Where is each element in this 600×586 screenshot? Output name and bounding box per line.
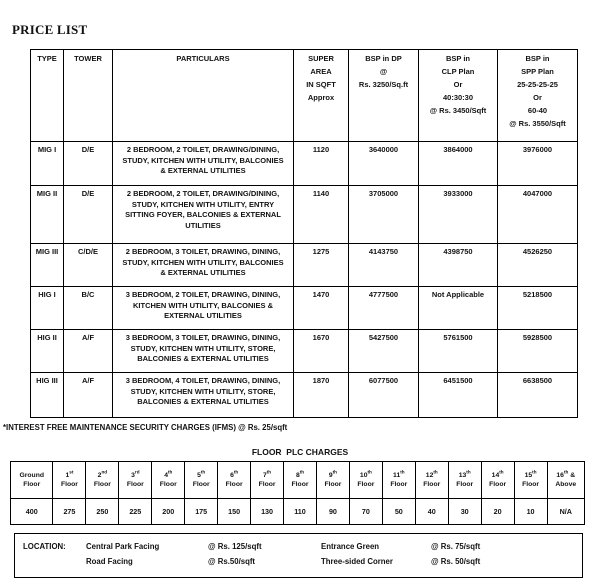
location-name: Entrance Green <box>321 542 380 551</box>
location-price: @ Rs.50/sqft <box>208 557 256 566</box>
floor-header-cell: 7th Floor <box>251 462 284 499</box>
floor-charge-cell: 90 <box>316 499 349 525</box>
col-header-bsp-spp: BSP in SPP Plan 25-25-25-25 Or 60-40 @ Rs. 3550/Sqft <box>498 50 578 142</box>
floor-header-cell: 16th & Above <box>547 462 584 499</box>
price-table-header-row <box>31 50 578 142</box>
location-price: @ Rs. 50/sqft <box>431 557 481 566</box>
location-grid <box>86 539 480 569</box>
cell-bsp-dp: 6077500 <box>349 373 419 418</box>
floor-charge-cell: 40 <box>415 499 448 525</box>
floor-header-cell: 6th Floor <box>218 462 251 499</box>
location-name: Central Park Facing <box>86 542 160 551</box>
floor-plc-title: FLOOR PLC CHARGES <box>251 447 349 457</box>
cell-bsp-dp: 4143750 <box>349 244 419 287</box>
floor-header-cell: 1st Floor <box>53 462 86 499</box>
cell-bsp-spp: 5218500 <box>498 287 578 330</box>
floor-header-cell: 5th Floor <box>185 462 218 499</box>
cell-type: MIG III <box>31 244 64 287</box>
floor-plc-table <box>10 461 585 525</box>
location-price: @ Rs. 125/sqft <box>208 542 262 551</box>
floor-charge-cell: 20 <box>481 499 514 525</box>
price-table-body <box>31 142 578 418</box>
cell-tower: B/C <box>64 287 113 330</box>
floor-charge-cell: 275 <box>53 499 86 525</box>
cell-super-area: 1120 <box>294 142 349 186</box>
price-row <box>31 373 578 418</box>
floor-charge-cell: 30 <box>448 499 481 525</box>
cell-particulars: 3 BEDROOM, 3 TOILET, DRAWING, DINING, STUDY, KITCHEN WITH UTILITY, STORE, BALCONIES & EXTERNAL UTILITIES <box>113 330 294 373</box>
col-header-bsp-dp: BSP in DP @ Rs. 3250/Sq.ft <box>349 50 419 142</box>
price-row <box>31 186 578 244</box>
floor-header-cell: 12th Floor <box>415 462 448 499</box>
floor-charge-cell: 110 <box>284 499 317 525</box>
cell-bsp-spp: 4047000 <box>498 186 578 244</box>
cell-type: MIG II <box>31 186 64 244</box>
location-name: Three-sided Corner <box>321 557 393 566</box>
cell-bsp-clp: 4398750 <box>419 244 498 287</box>
floor-charge-cell: 400 <box>11 499 53 525</box>
cell-tower: D/E <box>64 186 113 244</box>
cell-bsp-spp: 6638500 <box>498 373 578 418</box>
floor-header-cell: 2nd Floor <box>86 462 119 499</box>
ifms-note: *INTEREST FREE MAINTENANCE SECURITY CHARGES (IFMS) @ Rs. 25/sqft <box>3 423 288 432</box>
cell-bsp-spp: 3976000 <box>498 142 578 186</box>
price-row <box>31 142 578 186</box>
floor-header-cell: 15th Floor <box>514 462 547 499</box>
cell-super-area: 1140 <box>294 186 349 244</box>
location-label: LOCATION: <box>23 542 66 551</box>
cell-particulars: 3 BEDROOM, 2 TOILET, DRAWING, DINING, KITCHEN WITH UTILITY, BALCONIES & EXTERNAL UTILITIES <box>113 287 294 330</box>
cell-super-area: 1470 <box>294 287 349 330</box>
floor-charge-cell: 250 <box>86 499 119 525</box>
location-name: Road Facing <box>86 557 133 566</box>
cell-super-area: 1670 <box>294 330 349 373</box>
floor-header-cell: 3rd Floor <box>119 462 152 499</box>
cell-super-area: 1870 <box>294 373 349 418</box>
cell-bsp-clp: 6451500 <box>419 373 498 418</box>
cell-bsp-dp: 5427500 <box>349 330 419 373</box>
cell-bsp-spp: 5928500 <box>498 330 578 373</box>
cell-particulars: 3 BEDROOM, 4 TOILET, DRAWING, DINING, STUDY, KITCHEN WITH UTILITY, STORE, BALCONIES & EXTERNAL UTILITIES <box>113 373 294 418</box>
floor-header-cell: Ground Floor <box>11 462 53 499</box>
price-table <box>30 49 578 418</box>
price-row <box>31 287 578 330</box>
price-row <box>31 244 578 287</box>
location-price: @ Rs. 75/sqft <box>431 542 481 551</box>
cell-tower: C/D/E <box>64 244 113 287</box>
floor-charge-cell: 225 <box>119 499 152 525</box>
floor-charge-cell: 10 <box>514 499 547 525</box>
floor-charge-cell: 200 <box>152 499 185 525</box>
cell-bsp-clp: 3933000 <box>419 186 498 244</box>
cell-bsp-spp: 4526250 <box>498 244 578 287</box>
floor-charge-cell: 130 <box>251 499 284 525</box>
floor-header-cell: 13th Floor <box>448 462 481 499</box>
cell-bsp-clp: 5761500 <box>419 330 498 373</box>
cell-type: HIG III <box>31 373 64 418</box>
cell-particulars: 2 BEDROOM, 3 TOILET, DRAWING, DINING, STUDY, KITCHEN WITH UTILITY, BALCONIES & EXTERNAL UTILITIES <box>113 244 294 287</box>
floor-header-cell: 14th Floor <box>481 462 514 499</box>
cell-type: MIG I <box>31 142 64 186</box>
floor-plc-header-row <box>11 462 585 499</box>
floor-header-cell: 9th Floor <box>316 462 349 499</box>
floor-charge-cell: 150 <box>218 499 251 525</box>
cell-super-area: 1275 <box>294 244 349 287</box>
cell-bsp-clp: Not Applicable <box>419 287 498 330</box>
col-header-tower: TOWER <box>64 50 113 142</box>
cell-bsp-clp: 3864000 <box>419 142 498 186</box>
cell-tower: D/E <box>64 142 113 186</box>
floor-header-cell: 4th Floor <box>152 462 185 499</box>
col-header-super-area: SUPER AREA IN SQFT Approx <box>294 50 349 142</box>
floor-plc-values-row <box>11 499 585 525</box>
floor-charge-cell: 50 <box>382 499 415 525</box>
cell-bsp-dp: 3640000 <box>349 142 419 186</box>
cell-tower: A/F <box>64 330 113 373</box>
col-header-bsp-clp: BSP in CLP Plan Or 40:30:30 @ Rs. 3450/Sqft <box>419 50 498 142</box>
col-header-type: TYPE <box>31 50 64 142</box>
price-row <box>31 330 578 373</box>
cell-tower: A/F <box>64 373 113 418</box>
cell-bsp-dp: 3705000 <box>349 186 419 244</box>
location-box <box>14 533 583 578</box>
col-header-particulars: PARTICULARS <box>113 50 294 142</box>
floor-header-cell: 8th Floor <box>284 462 317 499</box>
floor-charge-cell: 70 <box>349 499 382 525</box>
cell-type: HIG I <box>31 287 64 330</box>
cell-particulars: 2 BEDROOM, 2 TOILET, DRAWING/DINING, STUDY, KITCHEN WITH UTILITY, BALCONIES & EXTERNAL UTILITIES <box>113 142 294 186</box>
floor-header-cell: 11th Floor <box>382 462 415 499</box>
cell-bsp-dp: 4777500 <box>349 287 419 330</box>
page-title: PRICE LIST <box>12 22 88 37</box>
floor-charge-cell: N/A <box>547 499 584 525</box>
floor-header-cell: 10th Floor <box>349 462 382 499</box>
cell-type: HIG II <box>31 330 64 373</box>
floor-charge-cell: 175 <box>185 499 218 525</box>
cell-particulars: 2 BEDROOM, 2 TOILET, DRAWING/DINING, STUDY, KITCHEN WITH UTILITY, ENTRY SITTING FOYER, BALCONIES & EXTERNAL UTILITIES <box>113 186 294 244</box>
